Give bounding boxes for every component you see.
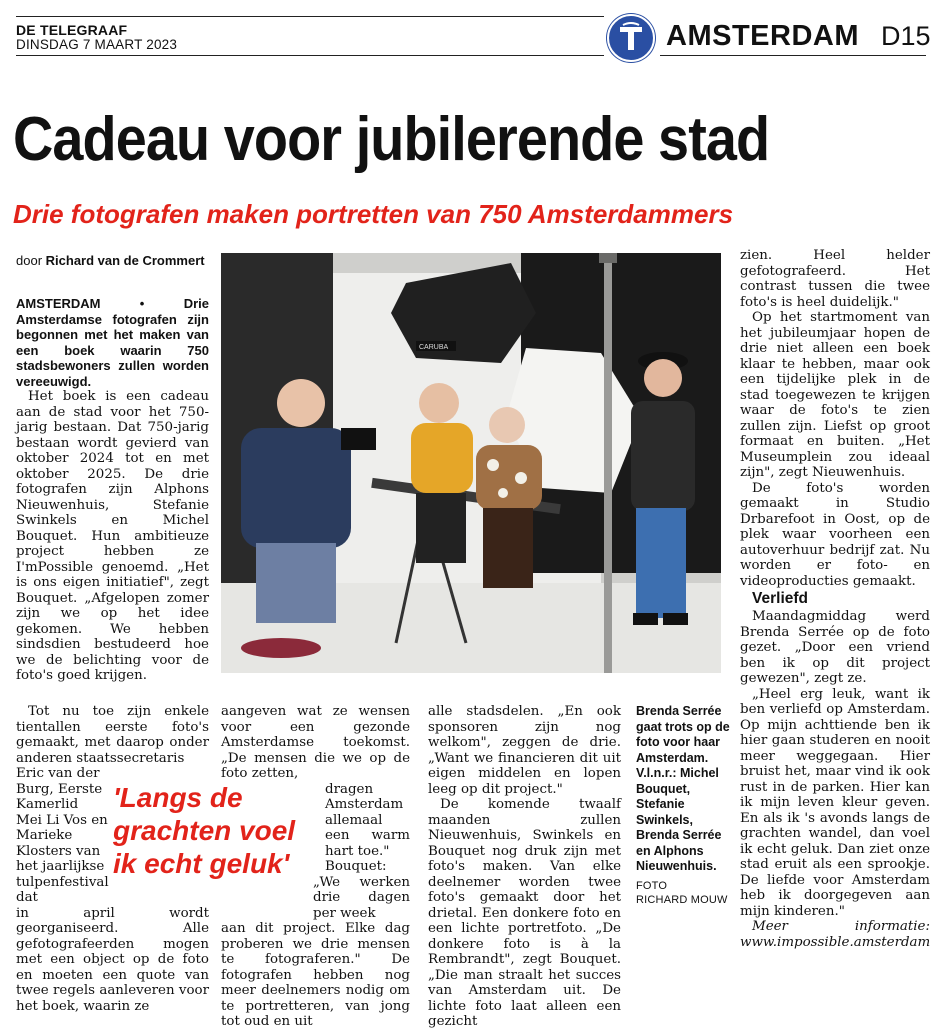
article-lead bbox=[16, 296, 209, 389]
byline-prefix: door bbox=[16, 253, 43, 268]
byline-author: Richard van de Crommert bbox=[45, 253, 205, 268]
article-paragraph: Op het startmoment van het jubileumjaar hopen de drie niet alleen een boek klaar te hebben, maar ook een tijdelijke plek in de stad toegewezen te krijgen waar de foto's te zien zullen zijn. Liefst op groot formaat en buiten. „Het Museumplein zou ideaal zijn", zegt Nieuwenhuis. bbox=[740, 310, 930, 480]
photo-credit bbox=[636, 879, 732, 907]
article-paragraph: De foto's worden gemaakt in Studio Drbarefoot in Oost, op de plek waar voorheen een autoverhuur bedrijf zat. Nu worden er foto- en videoproducties gemaakt. bbox=[740, 480, 930, 589]
article-paragraph: zien. Heel helder gefotografeerd. Het contrast tussen die twee foto's is heel duidelijk." bbox=[740, 248, 930, 310]
intertitle-verliefd: Verliefd bbox=[752, 590, 808, 607]
dateline: AMSTERDAM • bbox=[16, 296, 145, 311]
article-paragraph: De komende twaalf maanden zullen Nieuwenhuis, Swinkels en Bouquet nog druk zijn met foto's maken. Van elke deelnemer worden twee foto's gemaakt door het drietal. Een donkere foto en een lichte portretfoto. „De donkere foto is à la Rembrandt", zegt Bouquet. „Die man straalt het succes van Amsterdam uit. De lichte foto laat alleen een gezicht bbox=[428, 797, 621, 1029]
article-paragraph-wrap: Bouquet: „We werken drie dagen per week bbox=[313, 859, 410, 921]
more-info: Meer informatie: www.impossible.amsterdam bbox=[740, 919, 931, 950]
article-paragraph: alle stadsdelen. „En ook sponsoren zijn nog welkom", zeggen de drie. „Want we financieren dit uit eigen middelen en lopen leeg op dit project." bbox=[428, 704, 621, 797]
masthead-rule bbox=[16, 55, 604, 56]
credit-name: RICHARD MOUW bbox=[636, 893, 728, 906]
softbox-brand: CARUBA bbox=[419, 344, 449, 351]
section-title: AMSTERDAM bbox=[666, 20, 859, 52]
photo-caption bbox=[636, 704, 732, 907]
article-paragraph-continued: aan dit project. Elke dag proberen we drie mensen te fotograferen." De fotografen hebben nog meer deelnemers nodig om te portretteren, van jong tot oud en uit bbox=[221, 921, 410, 1029]
subheadline: Drie fotografen maken portretten van 750 Amsterdammers bbox=[13, 199, 734, 229]
pull-quote: 'Langs de grachten voel ik echt geluk' bbox=[113, 782, 296, 879]
caption-text: Brenda Serrée gaat trots op de foto voor haar Amsterdam. V.l.n.r.: Michel Bouquet, Stefanie Swinkels, Brenda Serrée en Alphons Nieuwenhuis. bbox=[636, 704, 730, 873]
issue-date: DINSDAG 7 MAART 2023 bbox=[16, 37, 178, 52]
article-column-5 bbox=[740, 248, 930, 950]
newspaper-name: DE TELEGRAAF bbox=[16, 22, 128, 38]
credit-label: FOTO bbox=[636, 879, 668, 892]
photo-illustration bbox=[221, 253, 721, 673]
headline: Cadeau voor jubilerende stad bbox=[13, 105, 770, 174]
page-number: D15 bbox=[881, 21, 931, 51]
article-paragraph: Maandagmiddag werd Brenda Serrée op de foto gezet. „Door een vriend ben ik op dit project gewezen", zegt ze. bbox=[740, 609, 930, 686]
article-paragraph: aangeven wat ze wensen voor een gezonde Amsterdamse toekomst. „De mensen die we op de foto zetten, bbox=[221, 704, 410, 781]
telegraaf-logo-icon bbox=[606, 13, 656, 63]
article-photo bbox=[221, 253, 721, 673]
masthead-right-rule bbox=[660, 55, 926, 56]
article-paragraph-wrap: dragen Amsterdam allemaal een warm hart toe." bbox=[325, 781, 410, 859]
article-paragraph: „Heel erg leuk, want ik ben verliefd op Amsterdam. Op mijn achttiende ben ik hier gaan studeren en nooit meer weggegaan. Hier bruist het, maar vind ik ook rust in de parken. Hier kan ik mijn leven kleur geven. En als ik 's avonds langs de grachten wandel, dan voel ik echt geluk. Dan ziet onze stad eruit als een sprookje. De liefde voor Amsterdam heb ik doorgegeven aan mijn kinderen." bbox=[740, 686, 930, 919]
byline bbox=[16, 253, 216, 269]
article-paragraph-wrap: Eric van der Burg, Eerste Kamerlid Mei Li Vos en Marieke Klosters van het jaarlijkse tulpenfestival dat bbox=[16, 766, 109, 905]
lead-text: Drie Amsterdamse fotografen zijn begonnen met het maken van een boek waarin 750 stadsbewoners zullen worden vereeuwigd. bbox=[16, 296, 209, 389]
article-paragraph: Tot nu toe zijn enkele tientallen eerste foto's gemaakt, met daarop onder anderen staatssecretaris bbox=[16, 704, 209, 766]
article-column-1 bbox=[16, 296, 209, 684]
article-paragraph-continued: in april wordt georganiseerd. Alle gefotografeerden mogen met een object op de foto en moeten een quote van twee regels aanleveren voor het boek, waarin ze bbox=[16, 905, 209, 1014]
masthead-top-rule bbox=[16, 16, 604, 17]
article-paragraph: Het boek is een cadeau aan de stad voor het 750-jarig bestaan. Dat 750-jarig bestaan wordt gevierd van oktober 2024 tot en met oktober 2025. De drie fotografen zijn Alphons Nieuwenhuis, Stefanie Swinkels en Michel Bouquet. Hun ambitieuze project hebben ze I'mPossible genoemd. „Het is ons eigen initiatief", zegt Bouquet. „Afgelopen zomer zijn we op het idee gekomen. We hebben sindsdien bestudeerd hoe we de belichting voor de foto's goed krijgen. bbox=[16, 389, 209, 683]
article-column-3 bbox=[428, 704, 621, 1030]
